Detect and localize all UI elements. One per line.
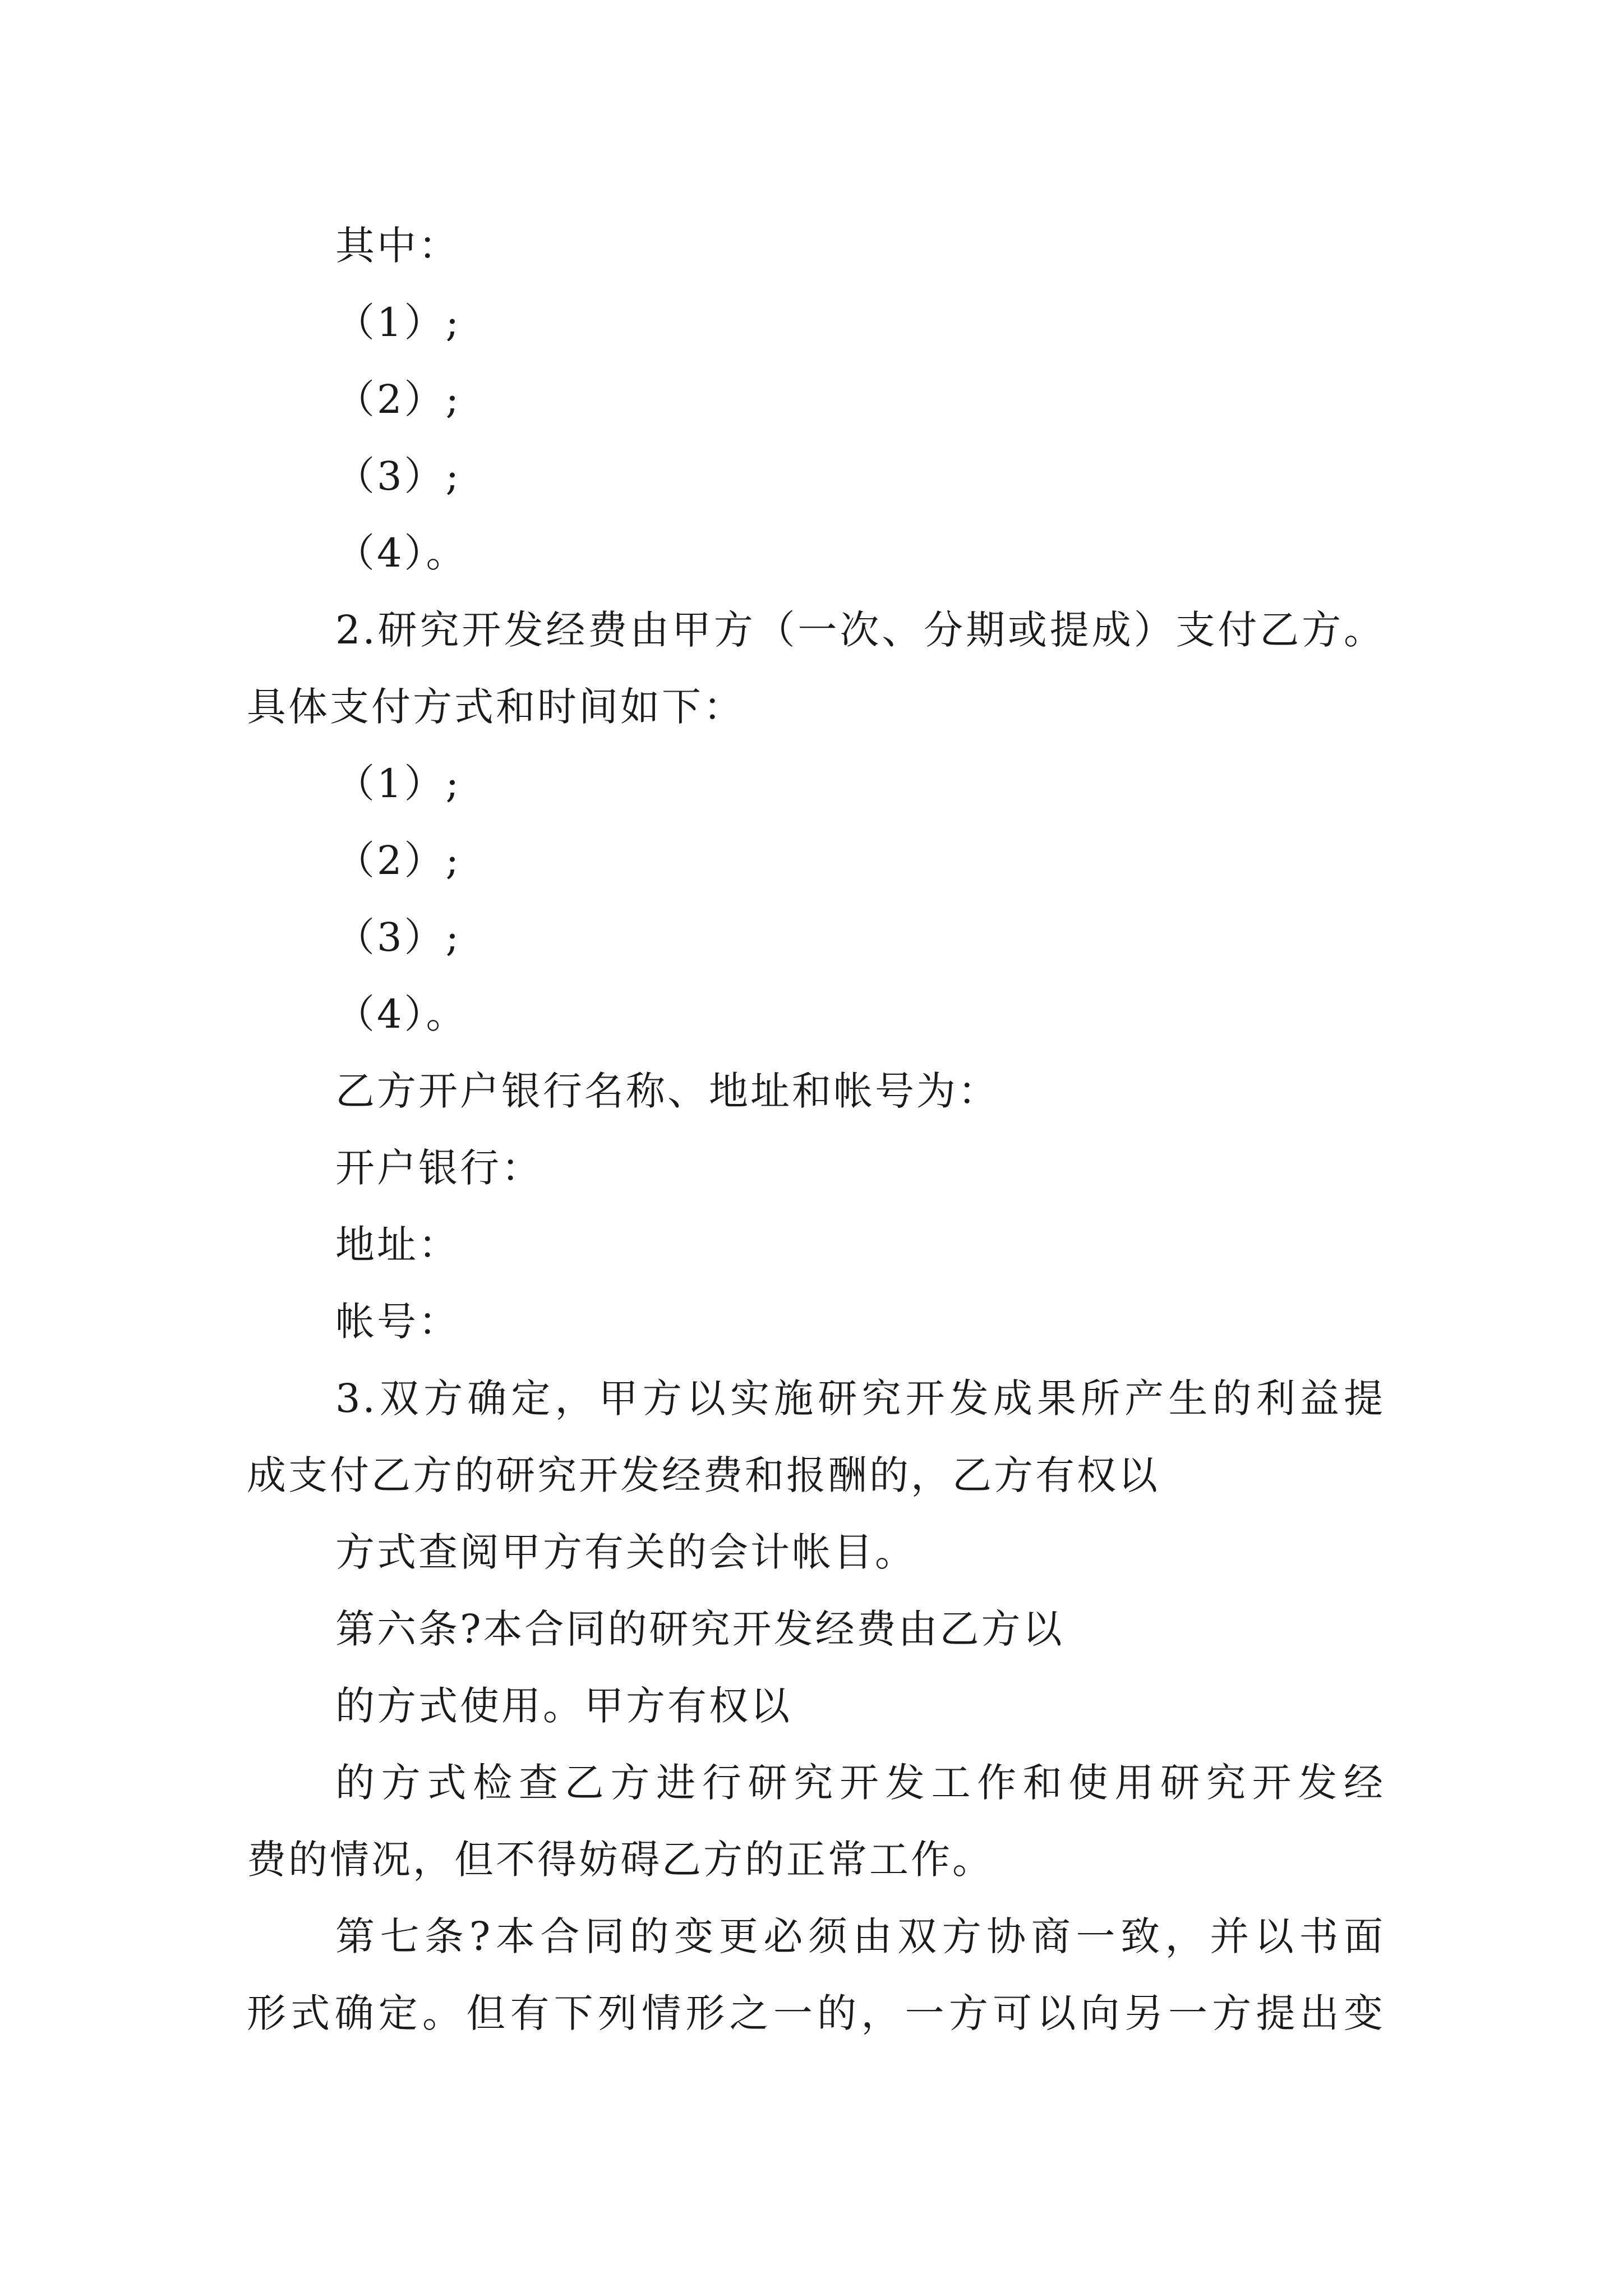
text-line: 2.研究开发经费由甲方（一次、分期或提成）支付乙方。 — [335, 607, 1385, 653]
text-line: 开户银行： — [335, 1145, 543, 1191]
text-line: 帐号： — [335, 1299, 460, 1345]
text-line: （2）; — [335, 838, 462, 884]
text-line: （3）; — [335, 453, 462, 499]
text-line: 3.双方确定，甲方以实施研究开发成果所产生的利益提 — [335, 1375, 1385, 1421]
text-line: 其中： — [335, 223, 460, 269]
text-line: 第七条?本合同的变更必须由双方协商一致，并以书面 — [335, 1913, 1385, 1959]
text-line: 第六条?本合同的研究开发经费由乙方以 — [335, 1606, 1064, 1652]
text-line: （1）; — [335, 300, 462, 346]
text-line: （3）; — [335, 914, 462, 960]
text-line: 地址： — [335, 1222, 460, 1268]
text-line: 的方式检查乙方进行研究开发工作和使用研究开发经 — [335, 1760, 1385, 1806]
text-line: 的方式使用。甲方有权以 — [335, 1683, 792, 1729]
text-line: 具体支付方式和时间如下： — [247, 684, 745, 730]
text-line: 乙方开户银行名称、地址和帐号为： — [335, 1068, 999, 1114]
text-line: 费的情况，但不得妨碍乙方的正常工作。 — [247, 1837, 994, 1883]
text-line: （2）; — [335, 376, 462, 422]
text-line: （1）; — [335, 761, 462, 807]
text-line: 形式确定。但有下列情形之一的，一方可以向另一方提出变 — [247, 1990, 1385, 2036]
text-line: 方式查阅甲方有关的会计帐目。 — [335, 1529, 916, 1575]
text-line: 成支付乙方的研究开发经费和报酬的，乙方有权以 — [247, 1452, 1160, 1498]
text-line: （4）。 — [335, 991, 468, 1037]
document-body — [247, 208, 1385, 2052]
text-line: （4）。 — [335, 530, 468, 576]
